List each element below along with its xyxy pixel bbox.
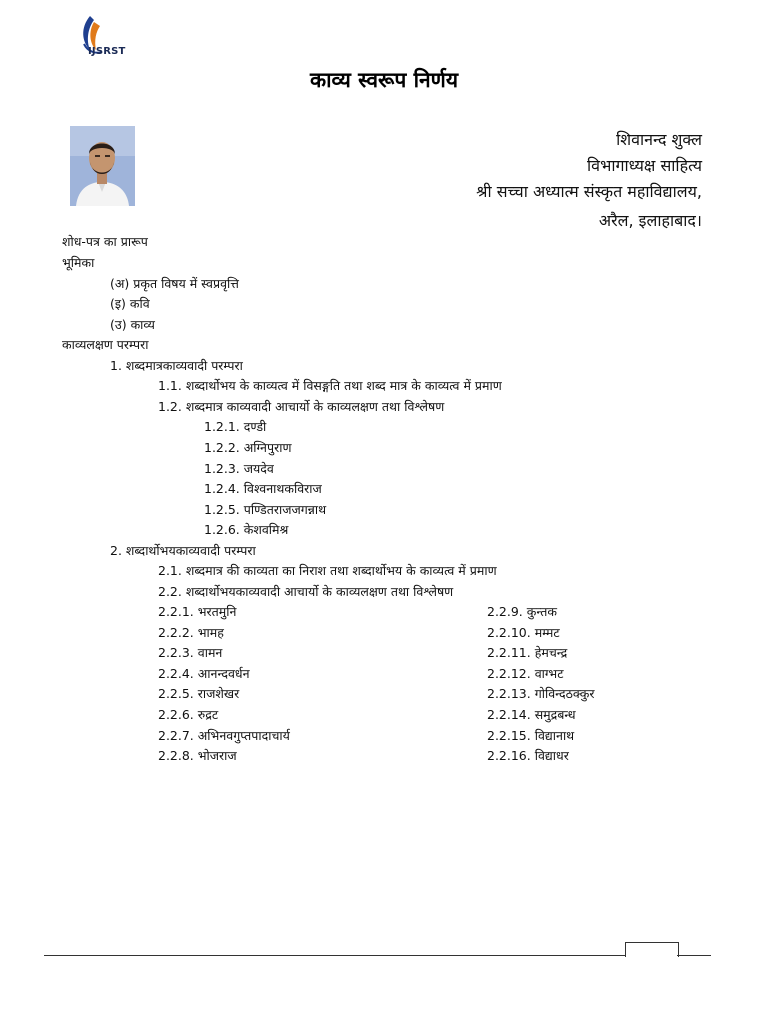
section-2-2-item: 2.2.6. रुद्रट (158, 707, 219, 722)
section-1-2-item: 1.2.1. दण्डी (204, 419, 267, 434)
section-1-2-item: 1.2.5. पण्डितराजजगन्नाथ (204, 502, 327, 517)
section-2-2-item: 2.2.11. हेमचन्द्र (487, 645, 568, 660)
author-designation: विभागाध्यक्ष साहित्य (587, 156, 702, 175)
section-1: 1. शब्दमात्रकाव्यवादी परम्परा (110, 358, 243, 373)
section-2-2-item: 2.2.12. वाग्भट (487, 666, 564, 681)
section-2-2-item: 2.2.4. आनन्दवर्धन (158, 666, 250, 681)
section-2-2-item: 2.2.1. भरतमुनि (158, 604, 237, 619)
author-photo (70, 126, 135, 206)
footer-rule (44, 955, 626, 956)
section-2-2-item: 2.2.2. भामह (158, 625, 224, 640)
author-institution: श्री सच्चा अध्यात्म संस्कृत महाविद्यालय, (476, 182, 702, 201)
section-2-2-item: 2.2.9. कुन्तक (487, 604, 557, 619)
section-1-2-item: 1.2.3. जयदेव (204, 461, 274, 476)
author-block (476, 127, 702, 234)
section-2-2-item: 2.2.5. राजशेखर (158, 686, 240, 701)
section-2-2-item: 2.2.3. वामन (158, 645, 223, 660)
section-2-2-item: 2.2.14. समुद्रबन्ध (487, 707, 576, 722)
section-2-2-item: 2.2.10. मम्मट (487, 625, 560, 640)
intro-item: (इ) कवि (110, 296, 150, 311)
section-2-2-item: 2.2.15. विद्यानाथ (487, 728, 575, 743)
author-place: अरैल, इलाहाबाद। (598, 211, 702, 230)
section-2-2-item: 2.2.13. गोविन्दठक्कुर (487, 686, 595, 701)
intro-item: (अ) प्रकृत विषय में स्वप्रवृत्ति (110, 276, 239, 291)
section-2-2-item: 2.2.8. भोजराज (158, 748, 237, 763)
section-1-2: 1.2. शब्दमात्र काव्यवादी आचार्यो के काव्यलक्षण तथा विश्लेषण (158, 399, 445, 414)
section-2-2-item: 2.2.16. विद्याधर (487, 748, 569, 763)
section-2-2: 2.2. शब्दार्थोभयकाव्यवादी आचार्यो के काव्यलक्षण तथा विश्लेषण (158, 584, 454, 599)
author-name: शिवानन्द शुक्ल (616, 130, 702, 149)
outline-heading: शोध-पत्र का प्रारूप (62, 234, 148, 249)
intro-heading: भूमिका (62, 255, 95, 270)
section-1-1: 1.1. शब्दार्थोभय के काव्यत्व में विसङ्गति तथा शब्द मात्र के काव्यत्व में प्रमाण (158, 378, 502, 393)
page-number-box (625, 942, 679, 957)
logo-text: IJSRST (88, 46, 126, 57)
section-2-1: 2.1. शब्दमात्र की काव्यता का निराश तथा शब्दार्थोभय के काव्यत्व में प्रमाण (158, 563, 497, 578)
section-1-2-item: 1.2.6. केशवमिश्र (204, 522, 289, 537)
section-2-2-item: 2.2.7. अभिनवगुप्तपादाचार्य (158, 728, 290, 743)
section-1-2-item: 1.2.2. अग्निपुराण (204, 440, 292, 455)
intro-item: (उ) काव्य (110, 317, 155, 332)
section-2: 2. शब्दार्थोभयकाव्यवादी परम्परा (110, 543, 256, 558)
section-1-2-item: 1.2.4. विश्वनाथकविराज (204, 481, 322, 496)
footer-rule-end (677, 955, 711, 956)
tradition-heading: काव्यलक्षण परम्परा (62, 337, 149, 352)
page-title: काव्य स्वरूप निर्णय (309, 68, 459, 92)
